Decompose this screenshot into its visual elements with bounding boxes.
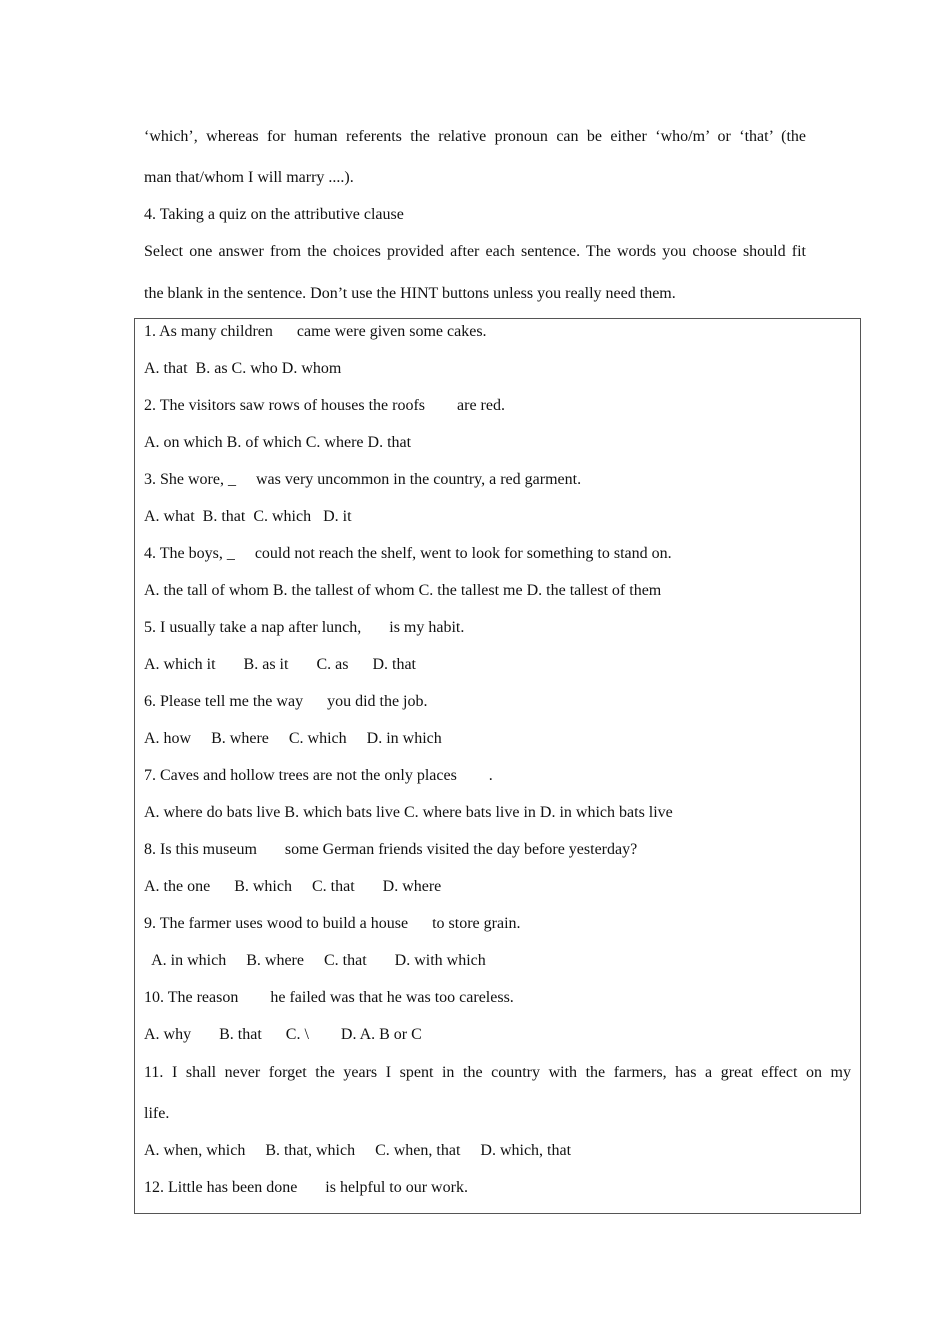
question-11-line-2: life. xyxy=(144,1105,170,1122)
intro-line-1: ‘which’, whereas for human referents the relative pronoun can be either ‘who/m’ or ‘that’ (the xyxy=(144,128,806,145)
answers-11: A. when, which B. that, which C. when, that D. which, that xyxy=(144,1142,572,1159)
answers-9: A. in which B. where C. that D. with which xyxy=(144,952,486,969)
question-8: 8. Is this museum some German friends visited the day before yesterday? xyxy=(144,841,638,858)
answers-2: A. on which B. of which C. where D. that xyxy=(144,434,412,451)
question-4: 4. The boys, _ could not reach the shelf, went to look for something to stand on. xyxy=(144,545,672,562)
question-6: 6. Please tell me the way you did the job. xyxy=(144,693,428,710)
answers-6: A. how B. where C. which D. in which xyxy=(144,730,442,747)
question-3: 3. She wore, _ was very uncommon in the country, a red garment. xyxy=(144,471,582,488)
question-2: 2. The visitors saw rows of houses the roofs are red. xyxy=(144,397,505,414)
instructions-line-1: Select one answer from the choices provided after each sentence. The words you choose should fit xyxy=(144,243,806,260)
question-11-line-1: 11. I shall never forget the years I spent in the country with the farmers, has a great effect on my xyxy=(144,1064,851,1081)
question-12: 12. Little has been done is helpful to our work. xyxy=(144,1179,468,1196)
answers-3: A. what B. that C. which D. it xyxy=(144,508,352,525)
intro-line-2: man that/whom I will marry ....). xyxy=(144,169,354,186)
quiz-box xyxy=(134,318,861,1214)
answers-4: A. the tall of whom B. the tallest of whom C. the tallest me D. the tallest of them xyxy=(144,582,662,599)
question-1: 1. As many children came were given some cakes. xyxy=(144,323,487,340)
question-10: 10. The reason he failed was that he was too careless. xyxy=(144,989,514,1006)
question-9: 9. The farmer uses wood to build a house to store grain. xyxy=(144,915,521,932)
answers-5: A. which it B. as it C. as D. that xyxy=(144,656,416,673)
instructions-line-2: the blank in the sentence. Don’t use the HINT buttons unless you really need them. xyxy=(144,285,676,302)
answers-10: A. why B. that C. \ D. A. B or C xyxy=(144,1026,422,1043)
answers-1: A. that B. as C. who D. whom xyxy=(144,360,342,377)
question-7: 7. Caves and hollow trees are not the only places . xyxy=(144,767,493,784)
question-5: 5. I usually take a nap after lunch, is my habit. xyxy=(144,619,465,636)
answers-7: A. where do bats live B. which bats live C. where bats live in D. in which bats live xyxy=(144,804,673,821)
section-heading: 4. Taking a quiz on the attributive clause xyxy=(144,206,404,223)
answers-8: A. the one B. which C. that D. where xyxy=(144,878,442,895)
